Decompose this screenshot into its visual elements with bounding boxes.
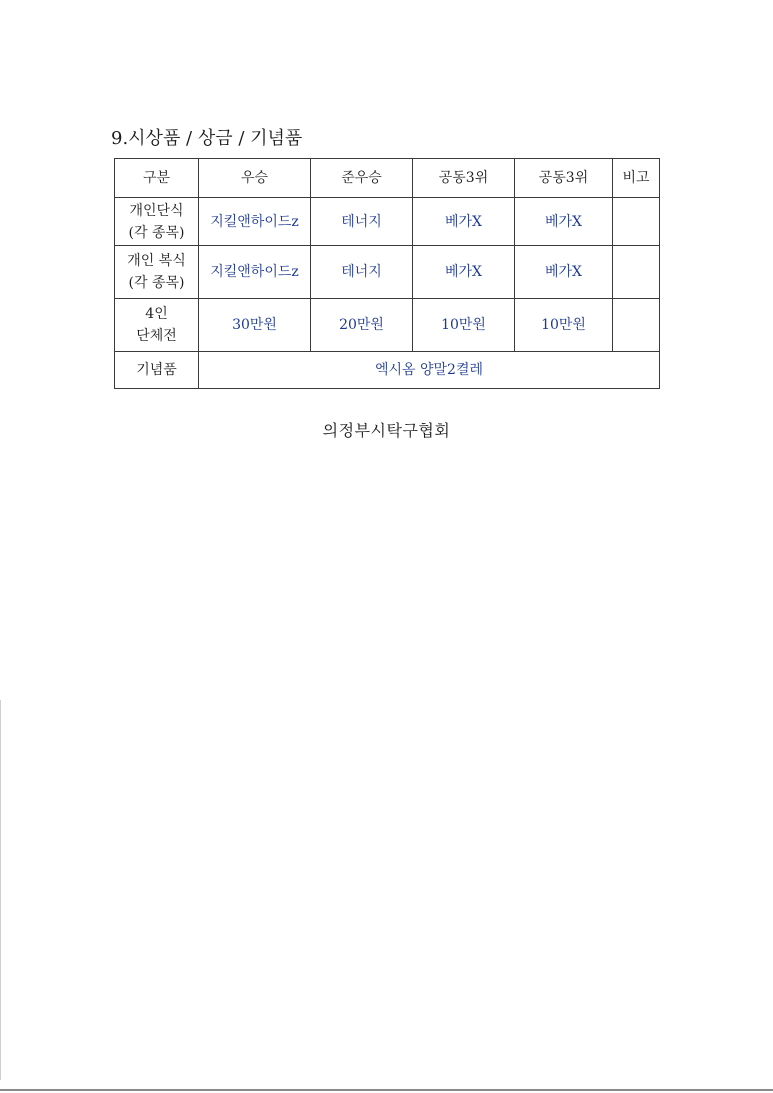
table-row: [115, 246, 660, 299]
header-category: 구분: [115, 159, 199, 198]
scan-edge-bottom: [0, 1089, 773, 1091]
prize-cell: 베가X: [515, 198, 613, 246]
row-label-line2: (각 종목): [128, 275, 185, 291]
souvenir-row: [115, 352, 660, 389]
header-runner-up: 준우승: [311, 159, 413, 198]
remarks-cell: [613, 198, 660, 246]
table-row: [115, 198, 660, 246]
prize-cell: 베가X: [413, 246, 515, 299]
prize-cell: 테너지: [311, 246, 413, 299]
prize-cell: 10만원: [515, 299, 613, 352]
row-label: [115, 198, 199, 246]
scan-edge-left: [0, 700, 1, 1080]
souvenir-value: 엑시옴 양말2켤레: [199, 352, 660, 389]
prize-cell: 지킬앤하이드z: [199, 246, 311, 299]
header-winner: 우승: [199, 159, 311, 198]
section-title: 9.시상품 / 상금 / 기념품: [111, 128, 303, 149]
row-label: [115, 246, 199, 299]
table-header-row: [115, 159, 660, 198]
prize-cell: 베가X: [515, 246, 613, 299]
header-joint-third-1: 공동3위: [413, 159, 515, 198]
prize-table: [114, 158, 660, 389]
remarks-cell: [613, 299, 660, 352]
prize-cell: 20만원: [311, 299, 413, 352]
prize-cell: 테너지: [311, 198, 413, 246]
prize-cell: 지킬앤하이드z: [199, 198, 311, 246]
row-label-line1: 개인 복식: [127, 253, 186, 269]
souvenir-label: 기념품: [115, 352, 199, 389]
header-remarks: 비고: [613, 159, 660, 198]
organization-name: 의정부시탁구협회: [322, 421, 451, 440]
row-label-line1: 개인단식: [129, 202, 184, 219]
table-row: [115, 299, 660, 352]
row-label-line1: 4인: [145, 306, 168, 322]
prize-cell: 10만원: [413, 299, 515, 352]
row-label: [115, 299, 199, 352]
remarks-cell: [613, 246, 660, 299]
prize-cell: 베가X: [413, 198, 515, 246]
header-joint-third-2: 공동3위: [515, 159, 613, 198]
prize-cell: 30만원: [199, 299, 311, 352]
row-label-line2: 단체전: [136, 328, 177, 344]
row-label-line2: (각 종목): [128, 224, 185, 241]
